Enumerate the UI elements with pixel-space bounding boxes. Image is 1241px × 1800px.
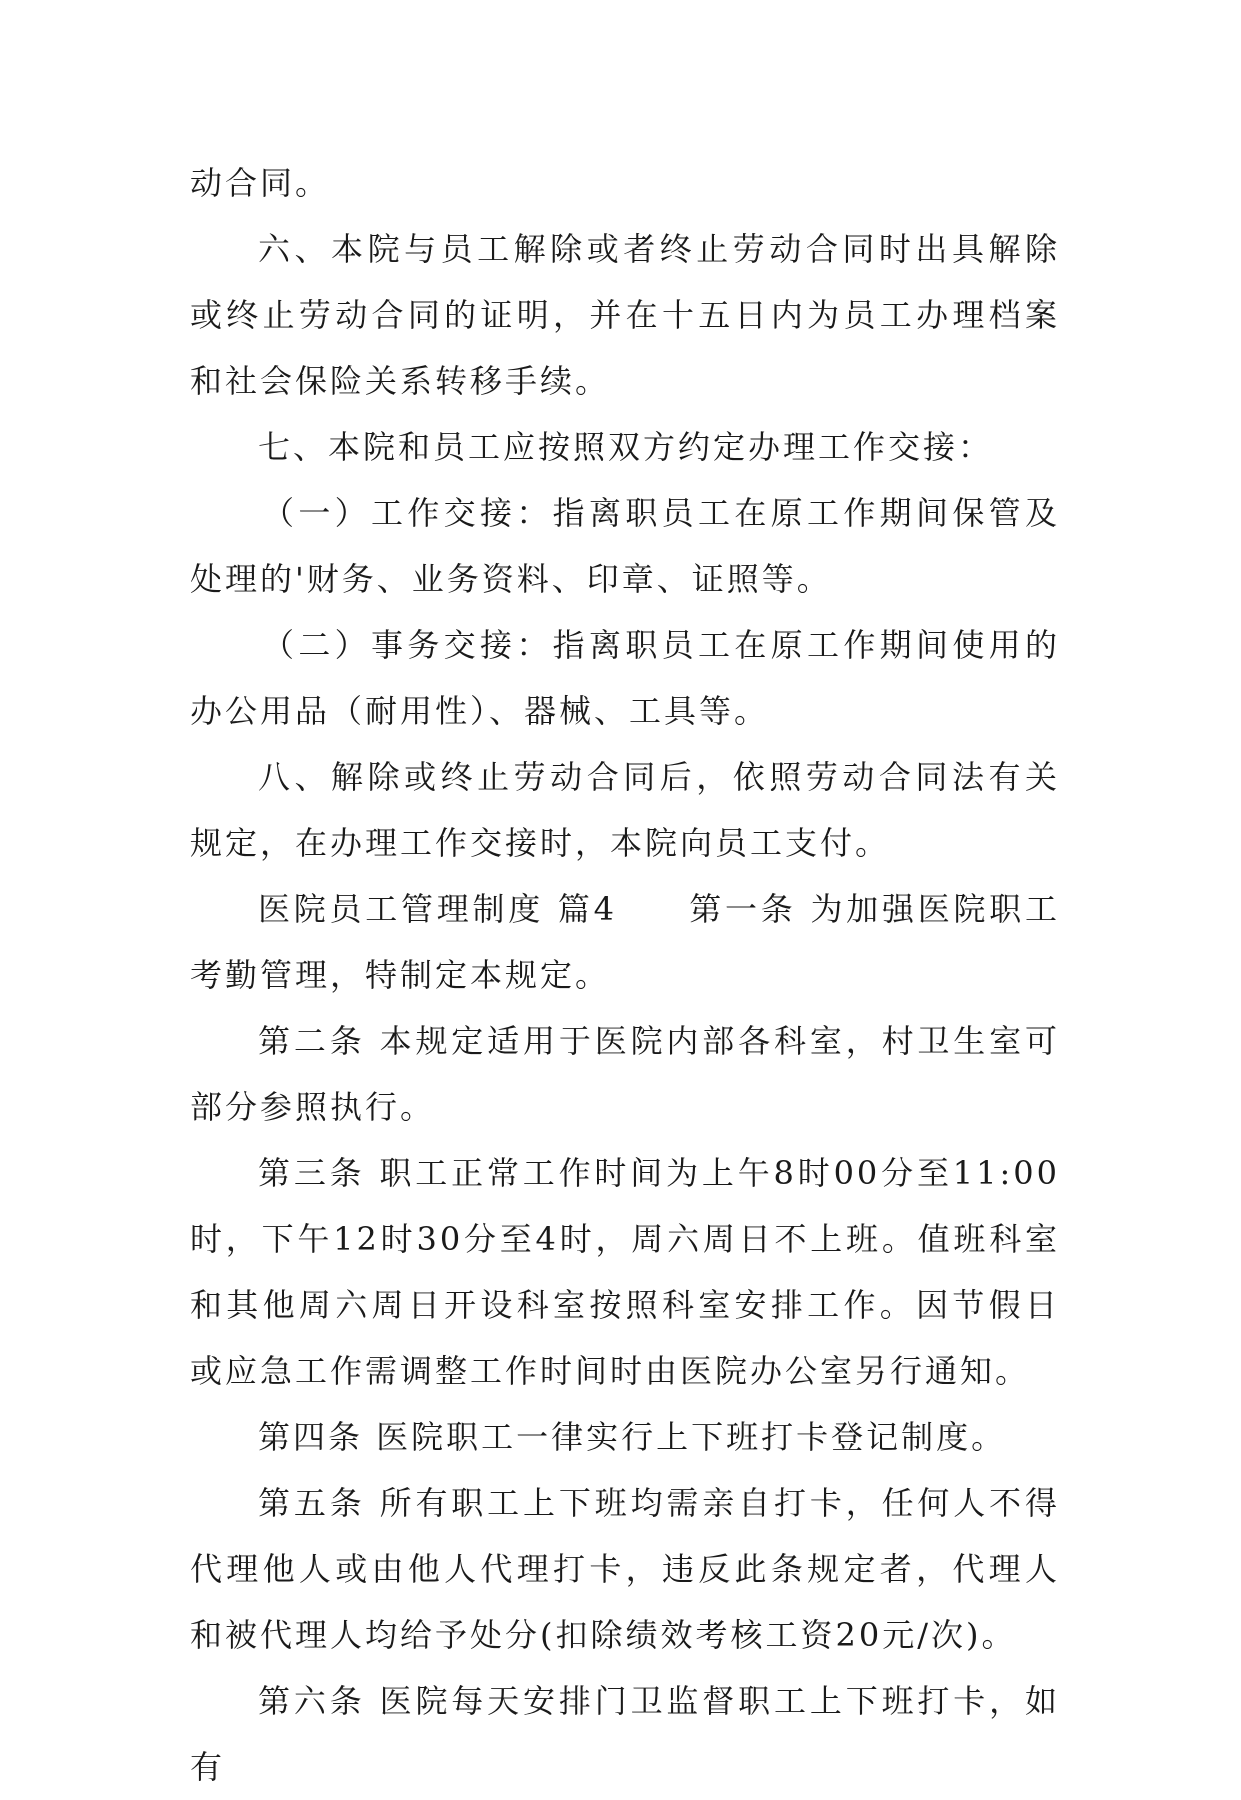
paragraph-article-eight: 八、解除或终止劳动合同后，依照劳动合同法有关规定，在办理工作交接时，本院向员工支付。 [190,758,1060,862]
document-body [190,150,1060,1800]
paragraph-article-six: 六、本院与员工解除或者终止劳动合同时出具解除或终止劳动合同的证明，并在十五日内为员工办理档案和社会保险关系转移手续。 [190,230,1060,400]
paragraph-affairs-handover: （二）事务交接：指离职员工在原工作期间使用的办公用品（耐用性）、器械、工具等。 [190,626,1060,730]
paragraph-article-six-attendance: 第六条 医院每天安排门卫监督职工上下班打卡，如有 [190,1682,1060,1786]
paragraph-article-seven: 七、本院和员工应按照双方约定办理工作交接： [258,428,994,466]
paragraph-article-two: 第二条 本规定适用于医院内部各科室，村卫生室可部分参照执行。 [190,1022,1060,1126]
paragraph-contract-end: 动合同。 [190,164,331,202]
paragraph-article-three: 第三条 职工正常工作时间为上午8时00分至11:00时，下午12时30分至4时，周六周日不上班。值班科室和其他周六周日开设科室按照科室安排工作。因节假日或应急工作需调整工作时间时由医院办公室另行通知。 [190,1154,1060,1390]
paragraph-article-four: 第四条 医院职工一律实行上下班打卡登记制度。 [258,1418,1007,1456]
paragraph-work-handover: （一）工作交接：指离职员工在原工作期间保管及处理的'财务、业务资料、印章、证照等。 [190,494,1060,598]
paragraph-article-five: 第五条 所有职工上下班均需亲自打卡，任何人不得代理他人或由他人代理打卡，违反此条规定者，代理人和被代理人均给予处分(扣除绩效考核工资20元/次)。 [190,1484,1060,1654]
paragraph-section-four-article-one: 医院员工管理制度 篇4 第一条 为加强医院职工考勤管理，特制定本规定。 [190,890,1060,994]
